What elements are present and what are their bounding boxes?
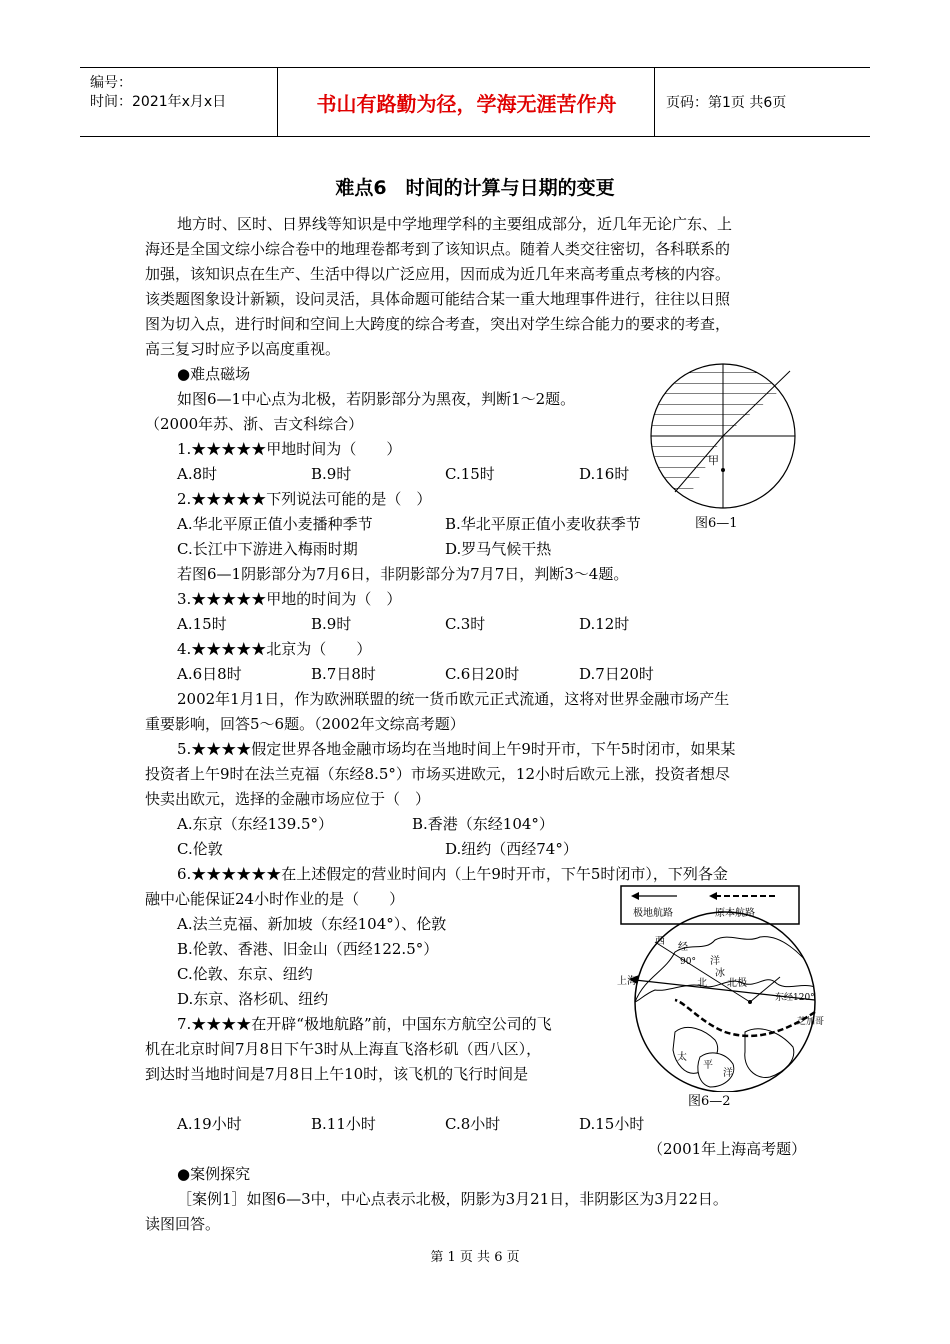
option: D.15小时	[579, 1115, 645, 1133]
question-intro: 重要影响，回答5～6题。（2002年文综高考题）	[145, 715, 465, 733]
header-page-number: 页码：第1页 共6页	[666, 95, 787, 111]
legend-polar-label: 极地航路	[633, 908, 673, 919]
page-title: 难点6 时间的计算与日期的变更	[335, 177, 615, 199]
option: D.纽约（西经74°）	[445, 840, 578, 858]
option: D.16时	[579, 465, 630, 483]
question-4: 4.★★★★★北京为（ ）	[177, 640, 372, 658]
question-intro: 若图6—1阴影部分为7月6日，非阴影部分为7月7日，判断3～4题。	[177, 565, 629, 583]
option: A.15时	[177, 615, 227, 633]
intro-line: 该类题图象设计新颖，设问灵活，具体命题可能结合某一重大地理事件进行，往往以日照	[145, 290, 731, 308]
question-7: 7.★★★★在开辟“极地航路”前，中国东方航空公司的飞	[177, 1015, 552, 1033]
map-label: 太	[677, 1052, 687, 1063]
question-5: 投资者上午9时在法兰克福（东经8.5°）市场买进欧元，12小时后欧元上涨，投资者想尽	[145, 765, 730, 783]
question-1: 1.★★★★★甲地时间为（ ）	[177, 440, 402, 458]
option: D.东京、洛杉矶、纽约	[177, 990, 329, 1008]
option: C.6日20时	[445, 665, 520, 683]
header-table	[80, 67, 870, 137]
map-label: 北	[697, 978, 707, 989]
night-shading	[650, 436, 723, 512]
question-intro: 2002年1月1日，作为欧洲联盟的统一货币欧元正式流通，这将对世界金融市场产生	[177, 690, 730, 708]
option: B.伦敦、香港、旧金山（西经122.5°）	[177, 940, 439, 958]
map-label: 东经120°	[775, 993, 815, 1003]
question-source: （2000年苏、浙、吉文科综合）	[145, 415, 364, 433]
option: D.罗马气候干热	[445, 540, 552, 558]
option: A.8时	[177, 465, 218, 483]
figure-6-1-polar-diagram	[650, 362, 800, 512]
option: A.19小时	[177, 1115, 242, 1133]
question-6: 6.★★★★★★在上述假定的营业时间内（上午9时开市，下午5时闭市），下列各金	[177, 865, 728, 883]
option: B.9时	[311, 615, 352, 633]
option: B.华北平原正值小麦收获季节	[445, 515, 641, 533]
option: D.12时	[579, 615, 630, 633]
option: C.长江中下游进入梅雨时期	[177, 540, 358, 558]
night-shading	[650, 362, 800, 436]
option: C.伦敦、东京、纽约	[177, 965, 313, 983]
figure-caption: 图6—2	[688, 1094, 731, 1109]
intro-line: 图为切入点，进行时间和空间上大跨度的综合考查，突出对学生综合能力的要求的考查，	[145, 315, 731, 333]
option: C.8小时	[445, 1115, 501, 1133]
map-label: 冰	[715, 968, 725, 979]
page-footer: 第 1 页 共 6 页	[430, 1250, 520, 1265]
point-marker	[721, 468, 725, 472]
option: A.华北平原正值小麦播种季节	[177, 515, 373, 533]
option: B.香港（东经104°）	[412, 815, 554, 833]
question-7: 到达时当地时间是7月8日上午10时，该飞机的飞行时间是	[145, 1065, 529, 1083]
option: B.9时	[311, 465, 352, 483]
legend-original-label: 原本航路	[715, 908, 755, 919]
question-source: （2001年上海高考题）	[648, 1140, 807, 1158]
map-label: 北极	[727, 978, 747, 989]
option: D.7日20时	[579, 665, 654, 683]
option: C.伦敦	[177, 840, 223, 858]
map-label: 洋	[723, 1068, 733, 1079]
option: B.11小时	[311, 1115, 376, 1133]
section-heading: ●案例探究	[177, 1165, 251, 1183]
map-label: 上海	[617, 976, 637, 987]
point-label: 甲	[708, 454, 719, 467]
option: B.7日8时	[311, 665, 376, 683]
map-label: 芝加哥	[797, 1017, 825, 1027]
map-label: 90°	[680, 957, 696, 967]
map-label: 经	[678, 942, 688, 953]
question-3: 3.★★★★★甲地的时间为（ ）	[177, 590, 402, 608]
question-5: 快卖出欧元，选择的金融市场应位于（ ）	[145, 790, 431, 808]
intro-line: 高三复习时应予以高度重视。	[145, 340, 341, 358]
map-land	[635, 937, 815, 1087]
case-text: ［案例1］如图6—3中，中心点表示北极，阴影为3月21日，非阴影区为3月22日。	[177, 1190, 728, 1208]
intro-line: 海还是全国文综小综合卷中的地理卷都考到了该知识点。随着人类交往密切，各科联系的	[145, 240, 731, 258]
serial-label: 编号：	[90, 75, 132, 91]
case-text: 读图回答。	[145, 1215, 221, 1233]
section-heading: ●难点磁场	[177, 365, 251, 383]
header-divider	[654, 68, 655, 136]
intro-line: 地方时、区时、日界线等知识是中学地理学科的主要组成部分，近几年无论广东、上	[177, 215, 733, 233]
map-label: 洋	[710, 956, 720, 967]
map-label: 平	[703, 1060, 713, 1071]
option: A.法兰克福、新加坡（东经104°）、伦敦	[177, 915, 447, 933]
option: A.东京（东经139.5°）	[177, 815, 334, 833]
header-motto: 书山有路勤为径，学海无涯苦作舟	[316, 91, 617, 116]
question-6: 融中心能保证24小时作业的是（ ）	[145, 890, 405, 908]
intro-line: 加强，该知识点在生产、生活中得以广泛应用，因而成为近几年来高考重点考核的内容。	[145, 265, 731, 283]
map-label: 西	[655, 936, 665, 947]
question-7: 机在北京时间7月8日下午3时从上海直飞洛杉矶（西八区），	[145, 1040, 542, 1058]
original-route-line	[675, 1000, 815, 1036]
option: C.3时	[445, 615, 486, 633]
header-divider	[277, 68, 278, 136]
figure-caption: 图6—1	[695, 516, 738, 531]
option: C.15时	[445, 465, 495, 483]
option: A.6日8时	[177, 665, 242, 683]
time-label: 时间：2021年x月x日	[90, 94, 227, 110]
header-meta	[90, 74, 226, 112]
figure-6-2-polar-route-map	[615, 882, 835, 1092]
question-intro: 如图6—1中心点为北极，若阴影部分为黑夜，判断1～2题。	[177, 390, 576, 408]
question-5: 5.★★★★假定世界各地金融市场均在当地时间上午9时开市，下午5时闭市，如果某	[177, 740, 736, 758]
question-2: 2.★★★★★下列说法可能的是（ ）	[177, 490, 432, 508]
